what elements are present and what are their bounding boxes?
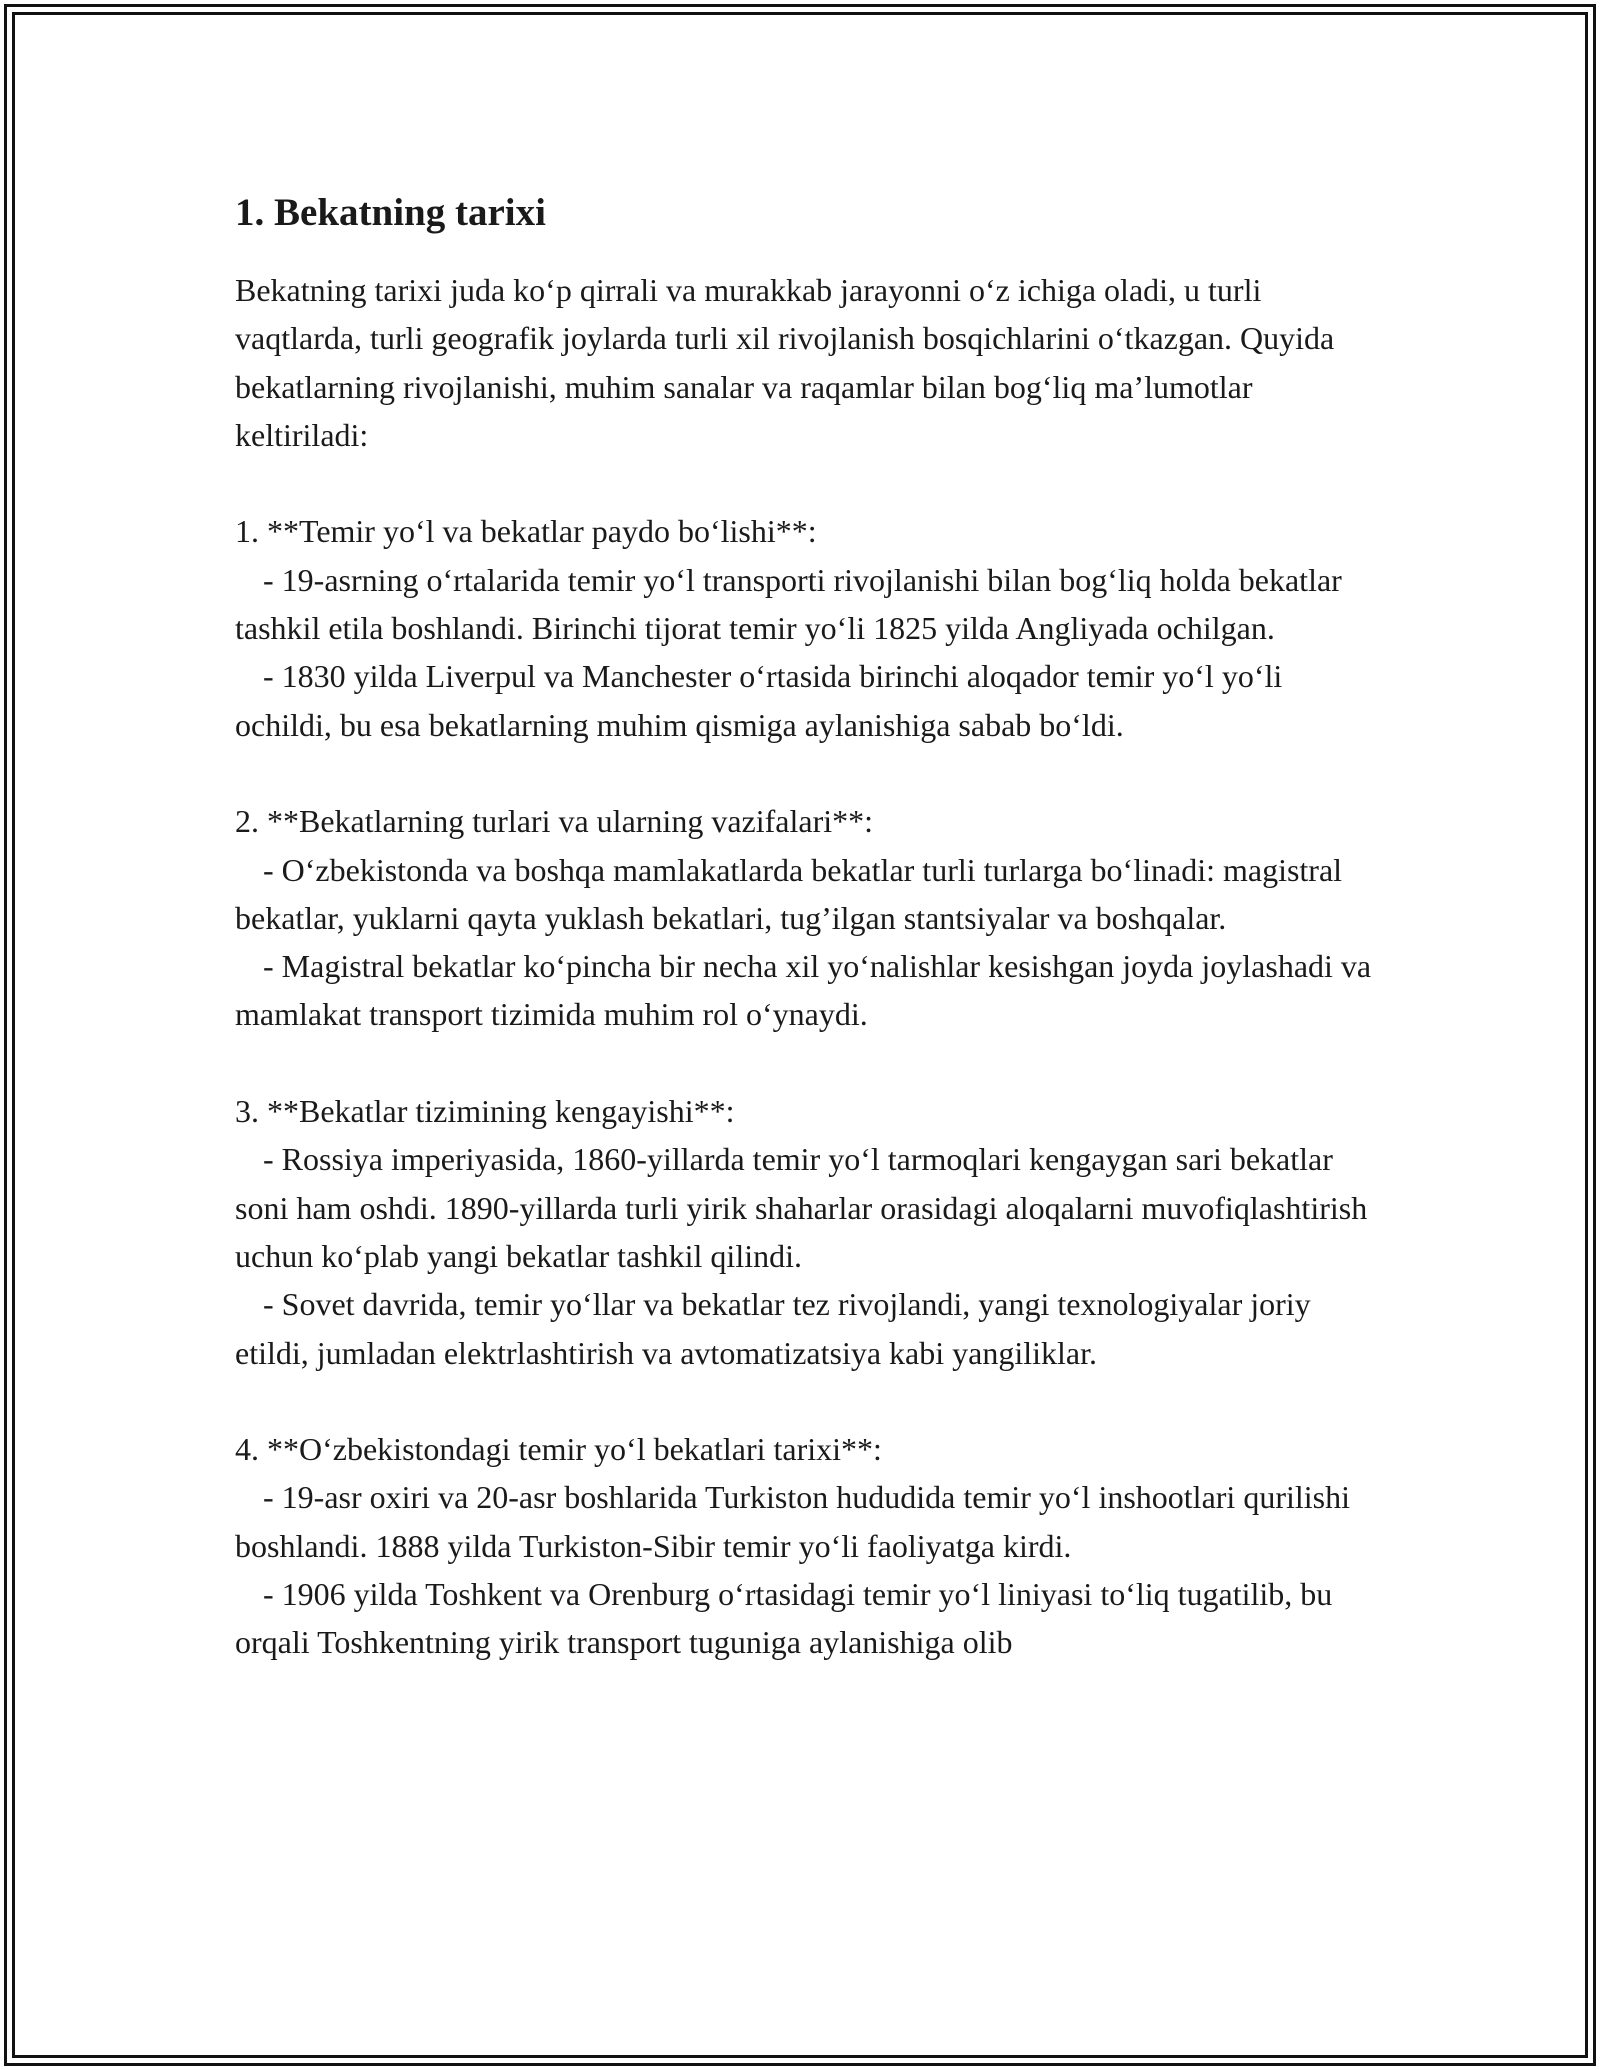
- section-heading: 1. Bekatning tarixi: [235, 191, 546, 234]
- bullet-item: - 1906 yilda Toshkent va Orenburg o‘rtasidagi temir yo‘l liniyasi to‘liq tugatilib, bu orqali Toshkentning yirik transport tuguniga aylanishiga olib: [235, 1576, 1333, 1661]
- bullet-item: - Rossiya imperiyasida, 1860-yillarda temir yo‘l tarmoqlari kengaygan sari bekatlar soni ham oshdi. 1890-yillarda turli yirik shaharlar orasidagi aloqalarni muvofiqlashtirish uchun ko‘plab yangi bekatlar tashkil qilindi.: [235, 1141, 1368, 1274]
- section-title: 3. **Bekatlar tizimining kengayishi**:: [235, 1093, 735, 1130]
- history-section-2: [235, 797, 1375, 1038]
- bullet-item: - O‘zbekistonda va boshqa mamlakatlarda bekatlar turli turlarga bo‘linadi: magistral bekatlar, yuklarni qayta yuklash bekatlari, tug’ilgan stantsiyalar va boshqalar.: [235, 851, 1343, 936]
- bullet-item: - Magistral bekatlar ko‘pincha bir necha xil yo‘nalishlar kesishgan joyda joylashadi va mamlakat transport tizimida muhim rol o‘ynaydi.: [235, 948, 1372, 1033]
- section-title: 1. **Temir yo‘l va bekatlar paydo bo‘lishi**:: [235, 513, 817, 550]
- text-block: [235, 266, 1375, 1667]
- bullet-item: - 19-asr oxiri va 20-asr boshlarida Turkiston hududida temir yo‘l inshootlari qurilishi boshlandi. 1888 yilda Turkiston-Sibir temir yo‘li faoliyatga kirdi.: [235, 1479, 1350, 1564]
- history-section-4: [235, 1425, 1375, 1666]
- section-title: 2. **Bekatlarning turlari va ularning vazifalari**:: [235, 803, 873, 840]
- bullet-item: - Sovet davrida, temir yo‘llar va bekatlar tez rivojlandi, yangi texnologiyalar joriy etildi, jumladan elektrlashtirish va avtomatizatsiya kabi yangiliklar.: [235, 1286, 1311, 1371]
- history-section-1: [235, 507, 1375, 748]
- intro-paragraph: Bekatning tarixi juda ko‘p qirrali va murakkab jarayonni o‘z ichiga oladi, u turli vaqtlarda, turli geografik joylarda turli xil rivojlanish bosqichlarini o‘tkazgan. Quyida bekatlarning rivojlanishi, muhim sanalar va raqamlar bilan bog‘liq ma’lumotlar keltiriladi:: [235, 272, 1335, 453]
- bullet-item: - 19-asrning o‘rtalarida temir yo‘l transporti rivojlanishi bilan bog‘liq holda bekatlar tashkil etila boshlandi. Birinchi tijorat temir yo‘li 1825 yilda Angliyada ochilgan.: [235, 561, 1342, 647]
- history-section-3: [235, 1087, 1375, 1377]
- section-title: 4. **O‘zbekistondagi temir yo‘l bekatlari tarixi**:: [235, 1431, 882, 1468]
- document-body: [235, 186, 1375, 1667]
- bullet-item: - 1830 yilda Liverpul va Manchester o‘rtasida birinchi aloqador temir yo‘l yo‘li ochildi, bu esa bekatlarning muhim qismiga aylanishiga sabab bo‘ldi.: [235, 658, 1283, 743]
